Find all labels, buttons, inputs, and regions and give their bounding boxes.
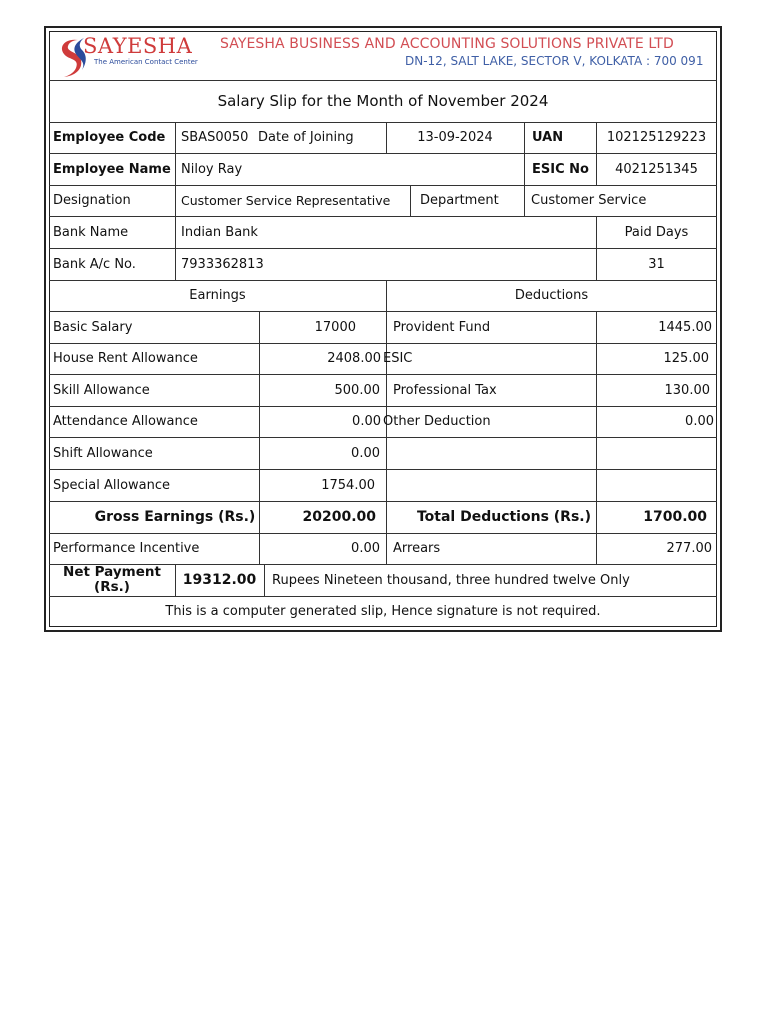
department-label: Department [420, 193, 499, 208]
logo-wordmark: SAYESHA [83, 34, 193, 58]
table-row-deduction-label: Professional Tax [393, 382, 497, 398]
table-row-earning-label: House Rent Allowance [53, 351, 198, 366]
net-payment-label [49, 564, 175, 596]
date-of-joining-value: 13-09-2024 [417, 130, 493, 145]
table-row-earning-label: Attendance Allowance [53, 414, 198, 429]
company-name: SAYESHA BUSINESS AND ACCOUNTING SOLUTIONS PRIVATE LTD [220, 36, 674, 52]
table-row-deduction-label: Other Deduction [383, 414, 491, 429]
performance-incentive-label: Performance Incentive [53, 541, 200, 556]
bank-name-label: Bank Name [53, 224, 129, 240]
table-row-deduction-amount: 0.00 [685, 414, 714, 429]
employee-name-label: Employee Name [53, 161, 171, 177]
total-deductions-label: Total Deductions (Rs.) [416, 509, 592, 525]
table-row-deduction-amount [596, 437, 717, 469]
table-row-deduction-amount: 130.00 [664, 382, 710, 398]
paid-days-value: 31 [648, 256, 665, 272]
table-row-deduction-label: ESIC [383, 351, 413, 366]
table-row-earning-label: Basic Salary [53, 319, 133, 335]
table-row-deduction-label [388, 469, 596, 501]
designation-label: Designation [53, 193, 131, 208]
table-row-deduction-label: Provident Fund [393, 319, 491, 335]
employee-code-label: Employee Code [53, 130, 166, 145]
table-row-deduction-amount: 1445.00 [658, 319, 712, 335]
table-row-earning-amount: 2408.00 [327, 351, 381, 366]
employee-name-value: Niloy Ray [181, 161, 243, 177]
total-deductions-value: 1700.00 [643, 509, 707, 525]
performance-incentive-value: 0.00 [351, 541, 380, 556]
paid-days-label: Paid Days [624, 224, 689, 240]
table-row-earning-label: Skill Allowance [53, 382, 150, 398]
earnings-header: Earnings [189, 288, 246, 303]
table-row-earning-amount: 0.00 [352, 414, 381, 429]
table-row-earning-amount: 17000 [314, 319, 356, 335]
arrears-label: Arrears [393, 541, 441, 556]
uan-value: 102125129223 [606, 130, 707, 145]
logo-tagline: The American Contact Center [94, 58, 198, 66]
esic-value: 4021251345 [615, 161, 698, 177]
date-of-joining-label: Date of Joining [258, 130, 354, 145]
uan-label: UAN [532, 130, 564, 145]
table-row-deduction-label [388, 437, 596, 469]
table-row-earning-amount: 1754.00 [321, 477, 375, 493]
company-address: DN-12, SALT LAKE, SECTOR V, KOLKATA : 700 091 [405, 54, 704, 68]
esic-label: ESIC No [532, 161, 589, 177]
net-payment-label-line1: Net Payment [63, 564, 161, 580]
department-value: Customer Service [531, 193, 647, 208]
bank-account-value: 7933362813 [181, 256, 264, 272]
deductions-header: Deductions [514, 288, 589, 303]
gross-earnings-label: Gross Earnings (Rs.) [94, 509, 256, 525]
designation-value: Customer Service Representative [181, 193, 391, 208]
net-payment-label-line2: (Rs.) [94, 579, 130, 595]
table-row-deduction-amount [596, 469, 717, 501]
bank-name-value: Indian Bank [181, 224, 258, 240]
net-payment-words: Rupees Nineteen thousand, three hundred twelve Only [272, 572, 630, 588]
slip-title: Salary Slip for the Month of November 2024 [217, 92, 549, 110]
footer-note: This is a computer generated slip, Hence signature is not required. [165, 604, 601, 619]
table-row-earning-label: Shift Allowance [53, 445, 153, 461]
arrears-value: 277.00 [666, 541, 712, 556]
gross-earnings-value: 20200.00 [302, 509, 376, 525]
table-row-earning-label: Special Allowance [53, 477, 171, 493]
bank-account-label: Bank A/c No. [53, 256, 136, 272]
net-payment-value: 19312.00 [182, 572, 257, 588]
table-row-earning-amount: 0.00 [351, 445, 380, 461]
employee-code-value: SBAS0050 [181, 130, 249, 145]
table-row-earning-amount: 500.00 [334, 382, 380, 398]
table-row-deduction-amount: 125.00 [663, 351, 709, 366]
